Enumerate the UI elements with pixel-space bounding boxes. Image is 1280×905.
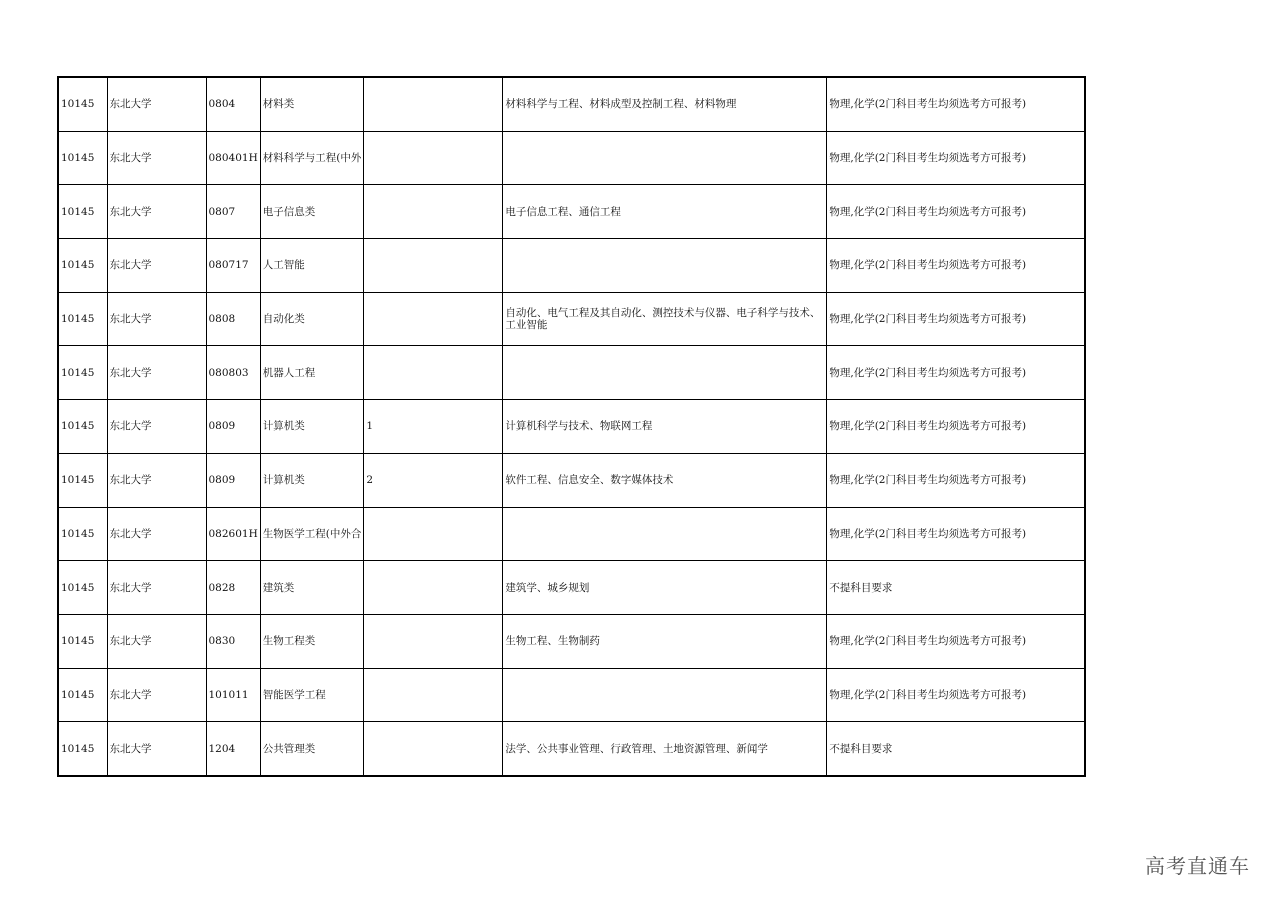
major-code-cell: 0807 <box>206 185 260 239</box>
major-code-cell: 080401H <box>206 131 260 185</box>
major-name-cell: 人工智能 <box>260 239 364 293</box>
major-name-cell: 生物医学工程(中外合 <box>260 507 364 561</box>
school-name-cell: 东北大学 <box>107 292 206 346</box>
major-name-cell: 计算机类 <box>260 453 364 507</box>
note-cell <box>364 239 503 293</box>
school-code-cell: 10145 <box>58 185 107 239</box>
note-cell <box>364 722 503 776</box>
school-code-cell: 10145 <box>58 614 107 668</box>
major-code-cell: 1204 <box>206 722 260 776</box>
table-row <box>58 561 1085 615</box>
subject-requirement-cell: 物理,化学(2门科目考生均须选考方可报考) <box>827 614 1085 668</box>
subject-requirement-cell: 物理,化学(2门科目考生均须选考方可报考) <box>827 668 1085 722</box>
major-name-cell: 生物工程类 <box>260 614 364 668</box>
school-code-cell: 10145 <box>58 346 107 400</box>
included-majors-cell: 生物工程、生物制药 <box>503 614 827 668</box>
major-name-cell: 自动化类 <box>260 292 364 346</box>
major-name-cell: 建筑类 <box>260 561 364 615</box>
table-row <box>58 292 1085 346</box>
major-name-cell: 材料科学与工程(中外 <box>260 131 364 185</box>
major-name-cell: 计算机类 <box>260 400 364 454</box>
school-code-cell: 10145 <box>58 507 107 561</box>
note-cell <box>364 292 503 346</box>
school-code-cell: 10145 <box>58 453 107 507</box>
major-code-cell: 0808 <box>206 292 260 346</box>
note-cell: 2 <box>364 453 503 507</box>
school-name-cell: 东北大学 <box>107 131 206 185</box>
note-cell: 1 <box>364 400 503 454</box>
subject-requirement-cell: 物理,化学(2门科目考生均须选考方可报考) <box>827 400 1085 454</box>
included-majors-cell: 建筑学、城乡规划 <box>503 561 827 615</box>
subject-requirement-cell: 物理,化学(2门科目考生均须选考方可报考) <box>827 239 1085 293</box>
major-name-cell: 公共管理类 <box>260 722 364 776</box>
major-code-cell: 0809 <box>206 400 260 454</box>
major-name-cell: 电子信息类 <box>260 185 364 239</box>
subject-requirement-cell: 物理,化学(2门科目考生均须选考方可报考) <box>827 292 1085 346</box>
included-majors-cell <box>503 131 827 185</box>
major-code-cell: 080803 <box>206 346 260 400</box>
school-code-cell: 10145 <box>58 292 107 346</box>
major-name-cell: 机器人工程 <box>260 346 364 400</box>
school-name-cell: 东北大学 <box>107 453 206 507</box>
major-code-cell: 0804 <box>206 77 260 131</box>
school-code-cell: 10145 <box>58 722 107 776</box>
subject-requirement-cell: 物理,化学(2门科目考生均须选考方可报考) <box>827 507 1085 561</box>
table-row <box>58 400 1085 454</box>
table-row <box>58 722 1085 776</box>
included-majors-cell: 软件工程、信息安全、数字媒体技术 <box>503 453 827 507</box>
major-code-cell: 080717 <box>206 239 260 293</box>
major-code-cell: 101011 <box>206 668 260 722</box>
note-cell <box>364 185 503 239</box>
watermark-text: 高考直通车 <box>1145 854 1250 878</box>
subject-requirement-cell: 物理,化学(2门科目考生均须选考方可报考) <box>827 346 1085 400</box>
table-row <box>58 77 1085 131</box>
table-row <box>58 185 1085 239</box>
note-cell <box>364 668 503 722</box>
included-majors-cell: 电子信息工程、通信工程 <box>503 185 827 239</box>
major-name-cell: 材料类 <box>260 77 364 131</box>
school-code-cell: 10145 <box>58 400 107 454</box>
subject-requirement-cell: 不提科目要求 <box>827 561 1085 615</box>
subject-requirements-table <box>57 76 1086 777</box>
school-name-cell: 东北大学 <box>107 346 206 400</box>
subject-requirement-cell: 物理,化学(2门科目考生均须选考方可报考) <box>827 131 1085 185</box>
school-code-cell: 10145 <box>58 561 107 615</box>
note-cell <box>364 131 503 185</box>
table-row <box>58 668 1085 722</box>
table-body <box>58 77 1085 776</box>
included-majors-cell <box>503 507 827 561</box>
included-majors-cell <box>503 668 827 722</box>
included-majors-cell: 法学、公共事业管理、行政管理、土地资源管理、新闻学 <box>503 722 827 776</box>
school-code-cell: 10145 <box>58 239 107 293</box>
table-row <box>58 131 1085 185</box>
school-name-cell: 东北大学 <box>107 668 206 722</box>
school-name-cell: 东北大学 <box>107 614 206 668</box>
table-row <box>58 507 1085 561</box>
major-name-cell: 智能医学工程 <box>260 668 364 722</box>
major-code-cell: 082601H <box>206 507 260 561</box>
school-name-cell: 东北大学 <box>107 400 206 454</box>
subject-requirement-cell: 不提科目要求 <box>827 722 1085 776</box>
included-majors-cell: 材料科学与工程、材料成型及控制工程、材料物理 <box>503 77 827 131</box>
table-row <box>58 346 1085 400</box>
major-code-cell: 0828 <box>206 561 260 615</box>
note-cell <box>364 561 503 615</box>
school-name-cell: 东北大学 <box>107 507 206 561</box>
included-majors-cell: 自动化、电气工程及其自动化、测控技术与仪器、电子科学与技术、工业智能 <box>503 292 827 346</box>
school-name-cell: 东北大学 <box>107 185 206 239</box>
table-row <box>58 453 1085 507</box>
table-row <box>58 614 1085 668</box>
school-name-cell: 东北大学 <box>107 77 206 131</box>
note-cell <box>364 346 503 400</box>
table-row <box>58 239 1085 293</box>
note-cell <box>364 614 503 668</box>
major-code-cell: 0830 <box>206 614 260 668</box>
school-name-cell: 东北大学 <box>107 239 206 293</box>
school-name-cell: 东北大学 <box>107 561 206 615</box>
note-cell <box>364 77 503 131</box>
school-code-cell: 10145 <box>58 77 107 131</box>
subject-requirement-cell: 物理,化学(2门科目考生均须选考方可报考) <box>827 77 1085 131</box>
included-majors-cell <box>503 346 827 400</box>
included-majors-cell <box>503 239 827 293</box>
major-code-cell: 0809 <box>206 453 260 507</box>
school-name-cell: 东北大学 <box>107 722 206 776</box>
subject-requirement-cell: 物理,化学(2门科目考生均须选考方可报考) <box>827 185 1085 239</box>
included-majors-cell: 计算机科学与技术、物联网工程 <box>503 400 827 454</box>
note-cell <box>364 507 503 561</box>
school-code-cell: 10145 <box>58 668 107 722</box>
subject-requirement-cell: 物理,化学(2门科目考生均须选考方可报考) <box>827 453 1085 507</box>
school-code-cell: 10145 <box>58 131 107 185</box>
